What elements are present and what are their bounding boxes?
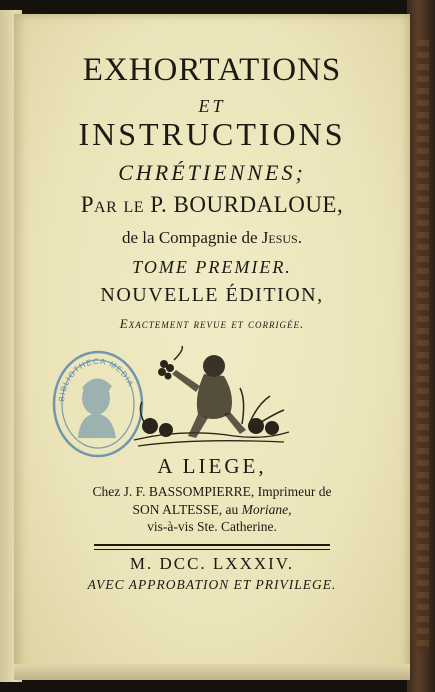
location-name: Moriane,: [241, 502, 292, 517]
main-title: EXHORTATIONS: [82, 52, 342, 88]
second-title: INSTRUCTIONS: [78, 116, 346, 152]
company-prefix: de la Compagnie de: [122, 228, 258, 247]
address-line: vis-à-vis Ste. Catherine.: [147, 519, 277, 534]
cherub-ornament-icon: [124, 344, 294, 456]
tome-line: TOME PREMIER.: [132, 257, 292, 277]
patron-line: [14, 502, 410, 518]
revised-line: Exactement revue et corrigée.: [119, 316, 305, 331]
author-par: Par le P.: [80, 192, 168, 217]
title-page-content: [14, 14, 410, 676]
stamp-text: BIBLIOTHECA MEDIA: [56, 356, 136, 402]
imprint-city: A LIEGE,: [157, 454, 267, 478]
author-name: BOURDALOUE,: [173, 192, 344, 217]
printer-line: [14, 484, 410, 500]
patron-name: SON ALTESSE,: [132, 502, 223, 517]
publication-year: M. DCC. LXXXIV.: [129, 554, 295, 573]
company-line: [14, 228, 410, 248]
printer-prefix: Chez J. F.: [92, 484, 146, 499]
privilege-line: AVEC APPROBATION ET PRIVILEGE.: [87, 577, 337, 592]
location-prefix: au: [225, 502, 239, 517]
divider-rule: [94, 544, 330, 550]
printer-name: BASSOMPIERRE,: [148, 484, 255, 499]
author-line: [14, 192, 410, 218]
third-title: CHRÉTIENNES;: [118, 160, 306, 185]
edition-line: NOUVELLE ÉDITION,: [100, 284, 324, 306]
book-spine: [407, 0, 435, 692]
company-name: Jesus.: [261, 228, 302, 247]
printer-role: Imprimeur de: [257, 484, 332, 499]
stamp-bust-icon: [78, 378, 116, 438]
spine-band: [417, 40, 429, 652]
title-connector: ET: [198, 96, 226, 116]
